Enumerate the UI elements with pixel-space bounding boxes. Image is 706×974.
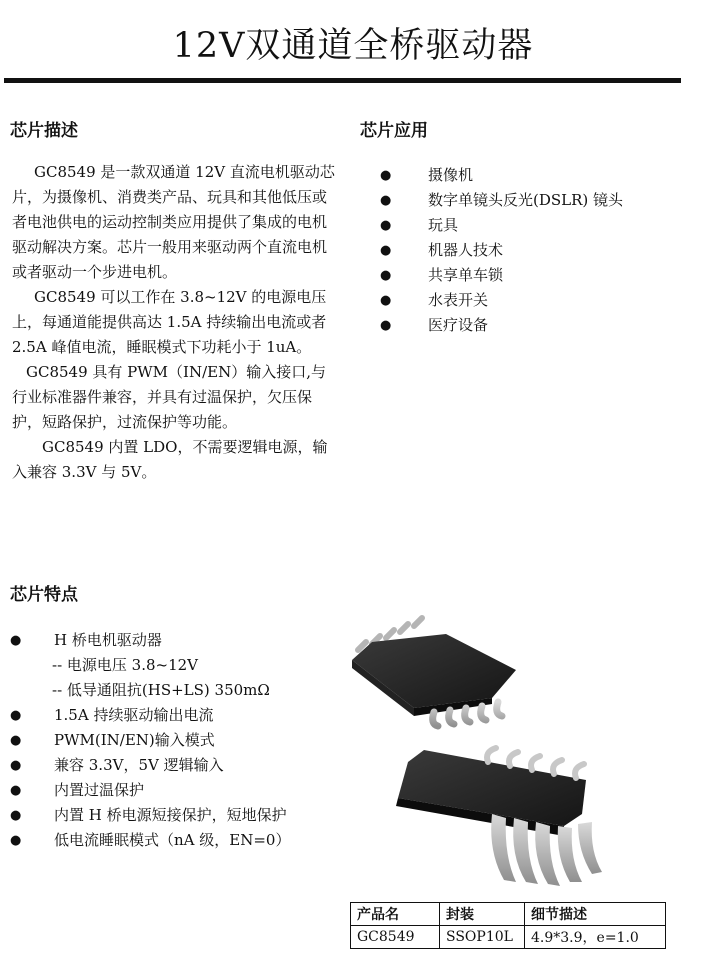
feature-label: 1.5A 持续驱动输出电流 (54, 706, 214, 724)
feature-label: H 桥电机驱动器 (54, 631, 162, 649)
bullet-icon: ● (10, 758, 22, 773)
bullet-icon: ● (380, 318, 392, 333)
bullet-icon: ● (380, 243, 392, 258)
application-label: 共享单车锁 (428, 266, 504, 284)
bullet-icon: ● (10, 708, 22, 723)
bullet-icon: ● (380, 168, 392, 183)
bullet-icon: ● (10, 633, 22, 648)
bullet-icon: ● (10, 783, 22, 798)
list-item (10, 753, 290, 778)
description-paragraph: GC8549 是一款双通道 12V 直流电机驱动芯片，为摄像机、消费类产品、玩具和其他低压或者电池供电的运动控制类应用提供了集成的电机驱动解决方案。芯片一般用来驱动两个直流电机或者驱动一个步进电机。 (12, 163, 335, 281)
table-cell: 4.9*3.9，e=1.0 (525, 926, 666, 949)
feature-label: PWM(IN/EN)输入模式 (54, 731, 215, 749)
application-label: 数字单镜头反光(DSLR) 镜头 (428, 191, 624, 209)
table-header-row (351, 903, 666, 926)
application-label: 玩具 (428, 216, 459, 234)
chip-bottom-view (396, 748, 602, 886)
description-paragraph: GC8549 内置 LDO，不需要逻辑电源，输入兼容 3.3V 与 5V。 (12, 438, 328, 481)
chip-top-view (352, 618, 516, 726)
application-label: 机器人技术 (428, 241, 504, 259)
page-title: 12V双通道全桥驱动器 (172, 26, 534, 66)
feature-label: -- 低导通阻抗(HS+LS) 350mΩ (52, 681, 270, 699)
title-rule (4, 78, 681, 83)
list-item (380, 163, 623, 188)
bullet-icon: ● (380, 218, 392, 233)
list-item (10, 653, 290, 678)
list-item (10, 728, 290, 753)
list-item (380, 313, 623, 338)
list-item (10, 678, 290, 703)
list-item (380, 188, 623, 213)
bullet-icon: ● (10, 733, 22, 748)
list-item (380, 288, 623, 313)
applications-heading: 芯片应用 (360, 121, 428, 141)
feature-label: -- 电源电压 3.8~12V (52, 656, 199, 674)
list-item (10, 703, 290, 728)
table-header-cell: 产品名 (351, 903, 440, 926)
application-label: 医疗设备 (428, 316, 489, 334)
list-item (380, 238, 623, 263)
table-cell: GC8549 (351, 926, 440, 949)
table-header-cell: 细节描述 (525, 903, 666, 926)
description-paragraph: GC8549 具有 PWM（IN/EN）输入接口,与行业标准器件兼容，并具有过温保护，欠压保护，短路保护，过流保护等功能。 (12, 363, 326, 431)
bullet-icon: ● (380, 268, 392, 283)
list-item (10, 828, 290, 853)
applications-list (380, 163, 623, 338)
feature-label: 内置过温保护 (54, 781, 145, 799)
bullet-icon: ● (380, 193, 392, 208)
chip-package-image (338, 612, 628, 900)
bullet-icon: ● (380, 293, 392, 308)
description-heading: 芯片描述 (10, 121, 78, 141)
description-text (12, 160, 338, 485)
table-cell: SSOP10L (440, 926, 525, 949)
feature-label: 内置 H 桥电源短接保护，短地保护 (54, 806, 287, 824)
list-item (10, 628, 290, 653)
application-label: 水表开关 (428, 291, 489, 309)
feature-label: 低电流睡眠模式（nA 级，EN=0） (54, 831, 291, 849)
list-item (380, 213, 623, 238)
list-item (380, 263, 623, 288)
list-item (10, 803, 290, 828)
description-paragraph: GC8549 可以工作在 3.8~12V 的电源电压上，每通道能提供高达 1.5A 持续输出电流或者 2.5A 峰值电流，睡眠模式下功耗小于 1uA。 (12, 288, 327, 356)
table-row (351, 926, 666, 949)
application-label: 摄像机 (428, 166, 474, 184)
bullet-icon: ● (10, 808, 22, 823)
list-item (10, 778, 290, 803)
feature-label: 兼容 3.3V，5V 逻辑输入 (54, 756, 224, 774)
features-list (10, 628, 290, 853)
table-header-cell: 封装 (440, 903, 525, 926)
bullet-icon: ● (10, 833, 22, 848)
spec-table (350, 902, 666, 949)
features-heading: 芯片特点 (10, 585, 78, 605)
